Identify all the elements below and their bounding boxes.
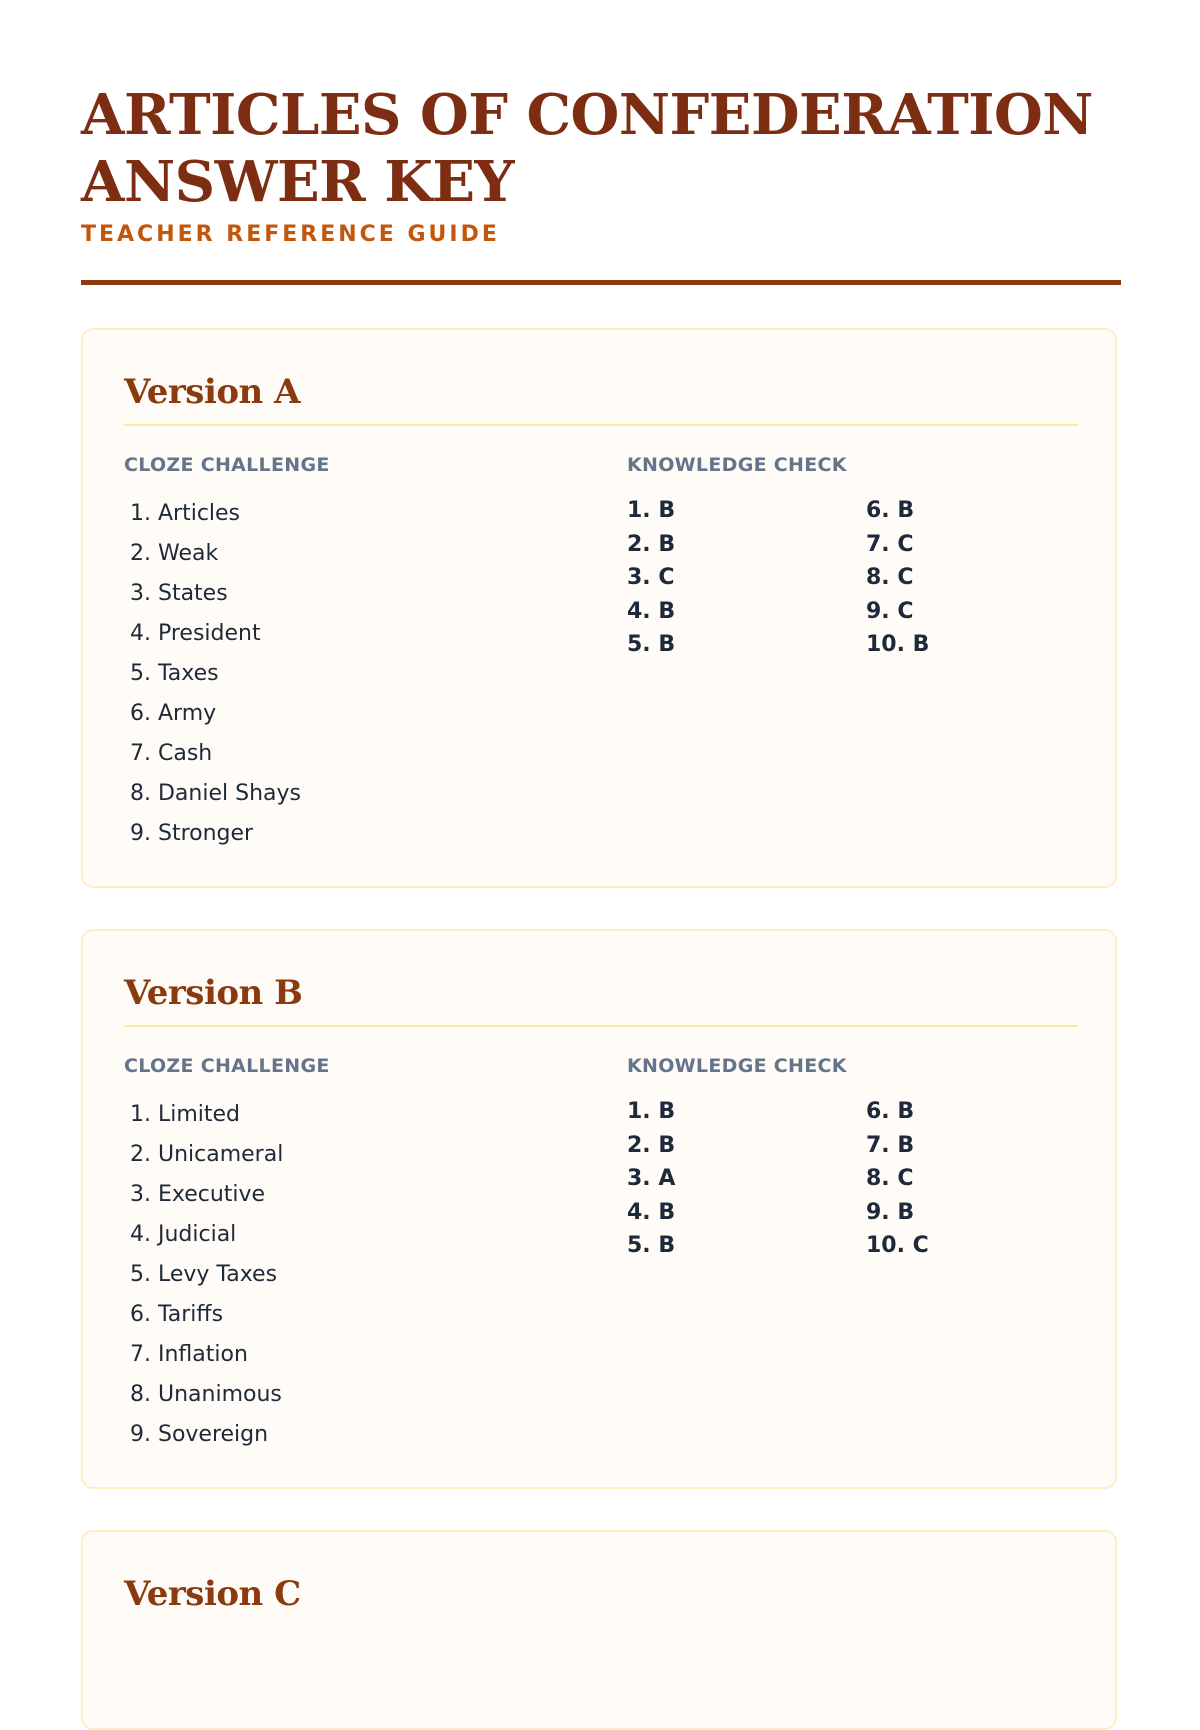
knowledge-answer: 7. C	[866, 531, 914, 557]
cloze-answer: 5. Taxes	[130, 661, 219, 686]
knowledge-answer: 3. A	[627, 1166, 676, 1191]
knowledge-answer: 8. C	[866, 565, 914, 590]
cloze-answer: 9. Stronger	[130, 821, 254, 846]
knowledge-check-label: KNOWLEDGE CHECK	[627, 454, 847, 476]
knowledge-answer: 1. B	[627, 498, 676, 523]
version-c-card	[81, 1530, 1117, 1730]
page-subtitle: TEACHER REFERENCE GUIDE	[81, 222, 500, 247]
cloze-answer: 9. Sovereign	[130, 1422, 269, 1447]
knowledge-answer: 10. B	[866, 632, 930, 657]
cloze-answer-list	[130, 1095, 283, 1455]
cloze-answer: 7. Cash	[130, 741, 213, 766]
cloze-challenge-label: CLOZE CHALLENGE	[124, 454, 330, 476]
page-title: ARTICLES OF CONFEDERATION ANSWER KEY	[81, 82, 1093, 215]
cloze-answer: 8. Unanimous	[130, 1382, 282, 1407]
knowledge-answer: 3. C	[627, 565, 675, 590]
cloze-answer: 7. Inflation	[130, 1342, 248, 1367]
knowledge-answer: 9. C	[866, 598, 914, 624]
cloze-answer: 2. Unicameral	[130, 1142, 284, 1167]
cloze-answer: 1. Articles	[130, 501, 241, 526]
knowledge-answer-column	[627, 1095, 675, 1263]
knowledge-answer: 2. B	[627, 1132, 676, 1158]
knowledge-answer: 5. B	[627, 1233, 676, 1258]
cloze-answer: 6. Army	[130, 701, 217, 726]
knowledge-answer: 1. B	[627, 1099, 676, 1124]
cloze-answer: 8. Daniel Shays	[130, 781, 301, 806]
knowledge-answer: 4. B	[627, 598, 676, 624]
version-title: Version B	[124, 973, 303, 1013]
cloze-answer: 5. Levy Taxes	[130, 1262, 278, 1287]
knowledge-answer: 6. B	[866, 498, 915, 523]
version-title: Version C	[124, 1574, 301, 1614]
version-divider	[124, 1025, 1078, 1027]
knowledge-answer: 6. B	[866, 1099, 915, 1124]
header-divider	[81, 280, 1121, 285]
cloze-answer: 3. States	[130, 581, 228, 606]
cloze-answer: 6. Tariffs	[130, 1302, 224, 1327]
cloze-answer: 4. President	[130, 621, 261, 646]
knowledge-answer: 10. C	[866, 1233, 929, 1258]
knowledge-answer: 4. B	[627, 1199, 676, 1225]
version-title: Version A	[124, 372, 300, 412]
knowledge-answer: 9. B	[866, 1199, 915, 1225]
version-a-card	[81, 328, 1117, 888]
cloze-answer: 1. Limited	[130, 1102, 241, 1127]
knowledge-answer-column	[866, 1095, 929, 1263]
knowledge-answer: 8. C	[866, 1166, 914, 1191]
version-divider	[124, 424, 1078, 426]
knowledge-answer: 7. B	[866, 1132, 915, 1158]
knowledge-answer-column	[627, 494, 675, 662]
cloze-answer: 4. Judicial	[130, 1222, 237, 1247]
cloze-answer: 2. Weak	[130, 541, 219, 566]
cloze-challenge-label: CLOZE CHALLENGE	[124, 1055, 330, 1077]
knowledge-answer: 5. B	[627, 632, 676, 657]
knowledge-answer: 2. B	[627, 531, 676, 557]
cloze-answer-list	[130, 494, 301, 854]
cloze-answer: 3. Executive	[130, 1182, 266, 1207]
knowledge-check-label: KNOWLEDGE CHECK	[627, 1055, 847, 1077]
version-b-card	[81, 929, 1117, 1489]
knowledge-answer-column	[866, 494, 929, 662]
